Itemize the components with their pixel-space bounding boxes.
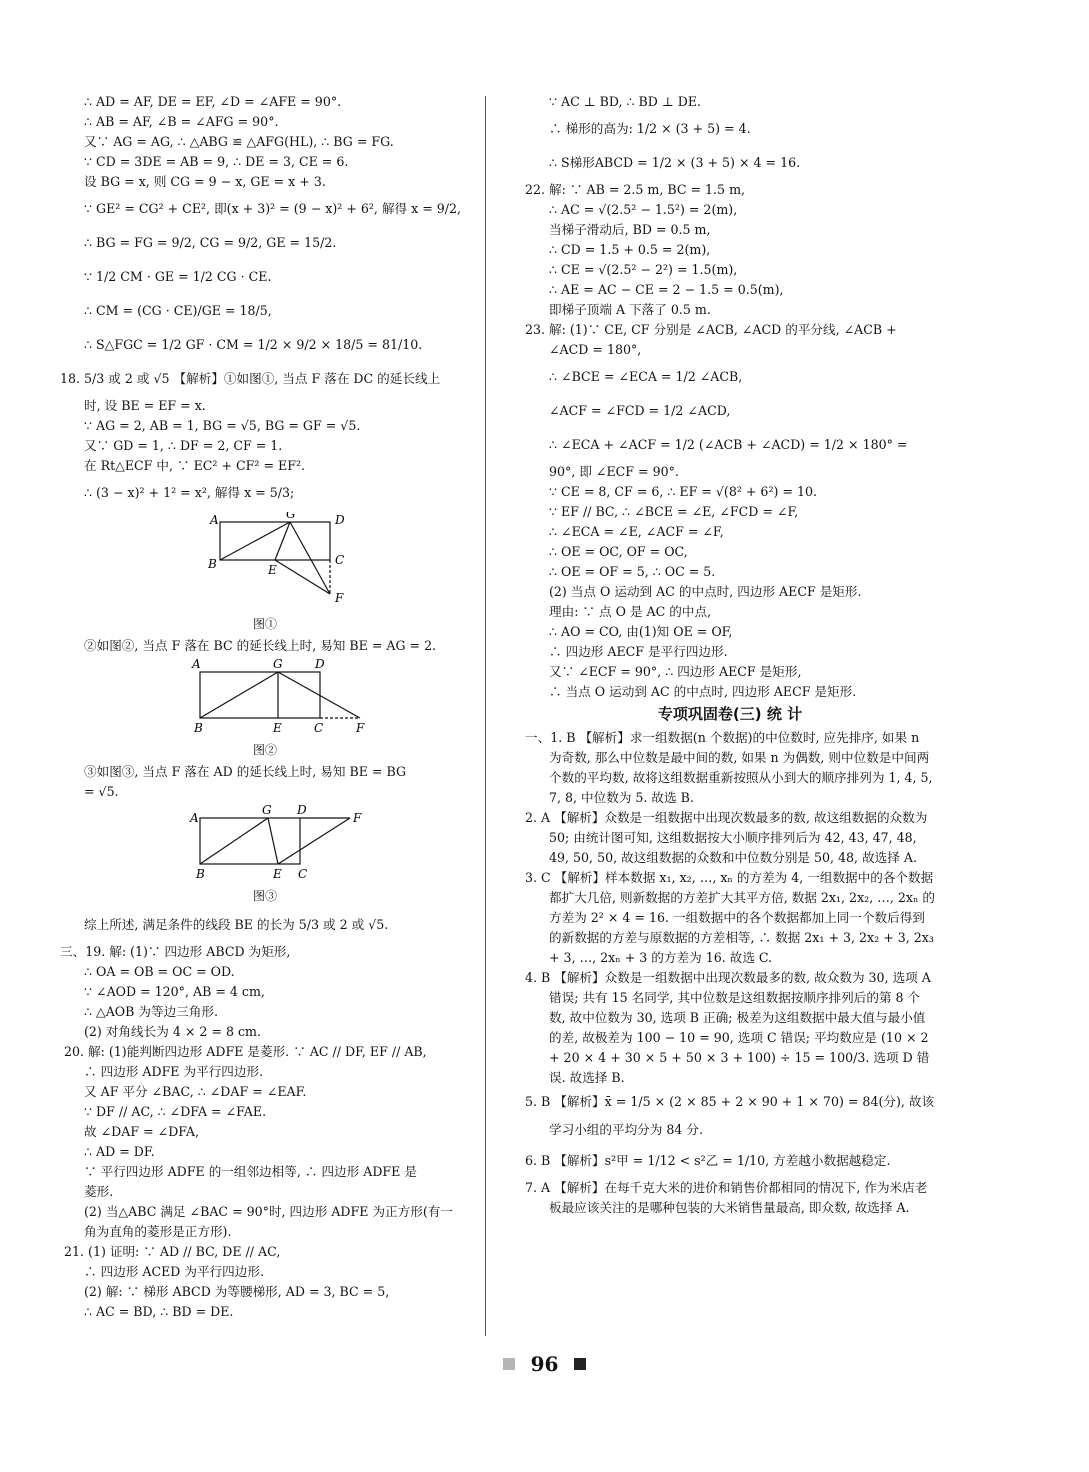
text-line: ∵ 平行四边形 ADFE 的一组邻边相等, ∴ 四边形 ADFE 是 <box>84 1164 417 1179</box>
text-line: 三、19. 解: (1)∵ 四边形 ABCD 为矩形, <box>60 944 291 959</box>
footer-left-square <box>503 1358 515 1370</box>
text-line: ∴ ∠ECA + ∠ACF = 1/2 (∠ACB + ∠ACD) = 1/2 × 180° = <box>549 437 908 452</box>
answer-item: 7. A 【解析】在每千克大米的进价和销售价都相同的情况下, 作为米店老板最应该关注的是哪种包装的大米销售量最高, 即众数, 故选择 A. <box>525 1180 928 1215</box>
left-column <box>60 92 470 1322</box>
text-line: ∵ DF // AC, ∴ ∠DFA = ∠FAE. <box>84 1104 267 1119</box>
text-line: 理由: ∵ 点 O 是 AC 的中点, <box>549 604 712 619</box>
text-line: ∴ 四边形 ADFE 为平行四边形. <box>84 1064 264 1079</box>
text-line: 22. 解: ∵ AB = 2.5 m, BC = 1.5 m, <box>525 182 746 197</box>
text-line: ∵ GE² = CG² + CE², 即(x + 3)² = (9 − x)² + 6², 解得 x = 9/2, <box>84 201 462 216</box>
answer-item: 一、1. B 【解析】求一组数据(n 个数据)的中位数时, 应先排序, 如果 n 为奇数, 那么中位数是最中间的数, 如果 n 为偶数, 则中位数是中间两个数的平均数, 故将这组数据重新按照从小到大的顺序排列为 1, 4, 5, 7, 8, 中位数为 5. 故选 B. <box>525 730 933 805</box>
fig2-label-b: B <box>194 721 203 734</box>
figure-2-diagram <box>60 658 470 734</box>
right-column <box>525 92 935 1218</box>
fig2-label-c: C <box>314 721 324 734</box>
text-line: ∵ ∠AOD = 120°, AB = 4 cm, <box>84 984 265 999</box>
text-line: ∴ AC = BD, ∴ BD = DE. <box>84 1304 234 1319</box>
text-line: 时, 设 BE = EF = x. <box>84 398 206 413</box>
fig1-label-d: D <box>335 513 345 527</box>
figure-3-diagram <box>60 804 470 880</box>
text-line: ∵ CE = 8, CF = 6, ∴ EF = √(8² + 6²) = 10. <box>549 484 817 499</box>
fig1-label-g: G <box>286 512 296 521</box>
text-line: ∴ OA = OB = OC = OD. <box>84 964 235 979</box>
fig1-label-b: B <box>208 557 217 571</box>
figure-1 <box>60 512 470 634</box>
text-line: ∴ AD = AF, DE = EF, ∠D = ∠AFE = 90°. <box>84 94 342 109</box>
fig3-label-b: B <box>196 867 205 880</box>
text-line: 综上所述, 满足条件的线段 BE 的长为 5/3 或 2 或 √5. <box>84 917 389 932</box>
fig2-label-d: D <box>315 658 325 671</box>
text-line: ∴ ∠BCE = ∠ECA = 1/2 ∠ACB, <box>549 369 743 384</box>
text-line: ②如图②, 当点 F 落在 BC 的延长线上时, 易知 BE = AG = 2. <box>84 638 437 653</box>
fig3-label-g: G <box>262 804 272 817</box>
text-line: 又∵ ∠ECF = 90°, ∴ 四边形 AECF 是矩形, <box>549 664 802 679</box>
text-line: 当梯子滑动后, BD = 0.5 m, <box>549 222 711 237</box>
text-line: ∴ 四边形 AECF 是平行四边形. <box>549 644 728 659</box>
text-line: ∴ 梯形的高为: 1/2 × (3 + 5) = 4. <box>549 121 751 136</box>
text-line: 故 ∠DAF = ∠DFA, <box>84 1124 200 1139</box>
text-line: (2) 当△ABC 满足 ∠BAC = 90°时, 四边形 ADFE 为正方形(有一 <box>84 1204 453 1219</box>
column-divider <box>485 96 486 1336</box>
section-title: 专项巩固卷(三) 统 计 <box>657 705 803 723</box>
text-line: 在 Rt△ECF 中, ∵ EC² + CF² = EF². <box>84 458 305 473</box>
figure-2-caption: 图② <box>252 743 277 757</box>
answer-item: 4. B 【解析】众数是一组数据中出现次数最多的数, 故众数为 30, 选项 A 错误; 共有 15 名同学, 其中位数是这组数据按顺序排列后的第 8 个数, 故中位数为 30, 选项 B 正确; 极差为这组数据中最大值与最小值的差, 故极差为 100 − 10 = 90, 选项 C 错误; 平均数应是 (10 × 2 + 20 × 4 + 30 × 5 + 50 × 3 + 100) ÷ 15 = 100/3. 选项 D 错误. 故选择 B. <box>525 970 931 1085</box>
text-line: ∴ ∠ECA = ∠E, ∠ACF = ∠F, <box>549 524 724 539</box>
text-line: ∴ S△FGC = 1/2 GF · CM = 1/2 × 9/2 × 18/5 = 81/10. <box>84 337 423 352</box>
text-line: (2) 对角线长为 4 × 2 = 8 cm. <box>84 1024 261 1039</box>
answer-item: 2. A 【解析】众数是一组数据中出现次数最多的数, 故这组数据的众数为 50; 由统计图可知, 这组数据按大小顺序排列后为 42, 43, 47, 48, 49, 50, 50, 故这组数据的众数和中位数分别是 50, 48, 故选择 A. <box>525 810 928 865</box>
text-line: ∴ CD = 1.5 + 0.5 = 2(m), <box>549 242 711 257</box>
text-line: ③如图③, 当点 F 落在 AD 的延长线上时, 易知 BE = BG <box>84 764 407 779</box>
figure-3-caption: 图③ <box>252 889 277 903</box>
text-line: ∠ACD = 180°, <box>549 342 642 357</box>
text-line: ∴ AE = AC − CE = 2 − 1.5 = 0.5(m), <box>549 282 784 297</box>
text-line: 20. 解: (1)能判断四边形 ADFE 是菱形. ∵ AC // DF, EF // AB, <box>64 1044 427 1059</box>
text-line: 又 AF 平分 ∠BAC, ∴ ∠DAF = ∠EAF. <box>84 1084 307 1099</box>
answer-item: 5. B 【解析】x̄ = 1/5 × (2 × 85 + 2 × 90 + 1 × 70) = 84(分), 故该学习小组的平均分为 84 分. <box>525 1094 935 1137</box>
text-line: ∴ (3 − x)² + 1² = x², 解得 x = 5/3; <box>84 485 295 500</box>
text-line: 设 BG = x, 则 CG = 9 − x, GE = x + 3. <box>84 174 326 189</box>
fig2-label-e: E <box>273 721 282 734</box>
fig1-label-a: A <box>210 513 219 527</box>
figure-1-diagram <box>60 512 470 608</box>
text-line: (2) 解: ∵ 梯形 ABCD 为等腰梯形, AD = 3, BC = 5, <box>84 1284 390 1299</box>
fig3-label-a: A <box>190 811 199 825</box>
text-line: ∴ AC = √(2.5² − 1.5²) = 2(m), <box>549 202 738 217</box>
text-line: 21. (1) 证明: ∵ AD // BC, DE // AC, <box>64 1244 281 1259</box>
text-line: ∴ BG = FG = 9/2, CG = 9/2, GE = 15/2. <box>84 235 337 250</box>
answer-item: 6. B 【解析】s²甲 = 1/12 < s²乙 = 1/10, 方差越小数据越稳定. <box>525 1153 891 1168</box>
text-line: 即梯子顶端 A 下落了 0.5 m. <box>549 302 711 317</box>
text-line: ∴ CE = √(2.5² − 2²) = 1.5(m), <box>549 262 738 277</box>
text-line: ∴ S梯形ABCD = 1/2 × (3 + 5) × 4 = 16. <box>549 155 801 170</box>
text-line: ∴ AO = CO, 由(1)知 OE = OF, <box>549 624 733 639</box>
fig2-label-a: A <box>192 658 201 671</box>
text-line: 角为直角的菱形是正方形). <box>84 1224 232 1239</box>
text-line: = √5. <box>84 784 119 799</box>
fig3-label-c: C <box>298 867 308 880</box>
page-footer <box>0 1352 1089 1376</box>
fig2-label-f: F <box>356 721 365 734</box>
footer-right-square <box>574 1358 586 1370</box>
text-line: ∵ AC ⊥ BD, ∴ BD ⊥ DE. <box>549 94 702 109</box>
text-line: 90°, 即 ∠ECF = 90°. <box>549 464 679 479</box>
text-line: ∴ 四边形 ACED 为平行四边形. <box>84 1264 264 1279</box>
text-line: ∴ CM = (CG · CE)/GE = 18/5, <box>84 303 272 318</box>
fig1-label-e: E <box>268 563 277 577</box>
text-line: ∴ △AOB 为等边三角形. <box>84 1004 218 1019</box>
text-line: ∴ OE = OF = 5, ∴ OC = 5. <box>549 564 716 579</box>
fig2-label-g: G <box>273 658 283 671</box>
text-line: 又∵ AG = AG, ∴ △ABG ≌ △AFG(HL), ∴ BG = FG. <box>84 134 394 149</box>
fig1-label-c: C <box>335 553 345 567</box>
figure-2 <box>60 658 470 760</box>
text-line: 23. 解: (1)∵ CE, CF 分别是 ∠ACB, ∠ACD 的平分线, ∠ACB + <box>525 322 897 337</box>
fig3-label-d: D <box>297 804 307 817</box>
text-line: ∵ EF // BC, ∴ ∠BCE = ∠E, ∠FCD = ∠F, <box>549 504 799 519</box>
page-number: 96 <box>530 1352 559 1376</box>
text-line: ∵ CD = 3DE = AB = 9, ∴ DE = 3, CE = 6. <box>84 154 349 169</box>
fig3-label-e: E <box>273 867 282 880</box>
fig1-label-f: F <box>335 591 344 605</box>
text-line: 菱形. <box>84 1184 114 1199</box>
text-line: 18. 5/3 或 2 或 √5 【解析】①如图①, 当点 F 落在 DC 的延长线上 <box>60 371 441 386</box>
text-line: 又∵ GD = 1, ∴ DF = 2, CF = 1. <box>84 438 283 453</box>
answer-item: 3. C 【解析】样本数据 x₁, x₂, …, xₙ 的方差为 4, 一组数据中的各个数据都扩大几倍, 则新数据的方差扩大其平方倍, 数据 2x₁, 2x₂, …, 2xₙ 的方差为 2² × 4 = 16. 一组数据中的各个数据都加上同一个数后得到的新数据的方差与原数据的方差相等, ∴ 数据 2x₁ + 3, 2x₂ + 3, 2x₃ + 3, …, 2xₙ + 3 的方差为 16. 故选 C. <box>525 870 935 965</box>
figure-1-caption: 图① <box>252 617 277 631</box>
text-line: ∵ AG = 2, AB = 1, BG = √5, BG = GF = √5. <box>84 418 361 433</box>
text-line: ∴ AB = AF, ∠B = ∠AFG = 90°. <box>84 114 279 129</box>
text-line: (2) 当点 O 运动到 AC 的中点时, 四边形 AECF 是矩形. <box>549 584 862 599</box>
text-line: ∴ 当点 O 运动到 AC 的中点时, 四边形 AECF 是矩形. <box>549 684 857 699</box>
text-line: ∴ OE = OC, OF = OC, <box>549 544 688 559</box>
fig3-label-f: F <box>353 811 362 825</box>
text-line: ∵ 1/2 CM · GE = 1/2 CG · CE. <box>84 269 272 284</box>
figure-3 <box>60 804 470 906</box>
text-line: ∴ AD = DF. <box>84 1144 155 1159</box>
text-line: ∠ACF = ∠FCD = 1/2 ∠ACD, <box>549 403 731 418</box>
